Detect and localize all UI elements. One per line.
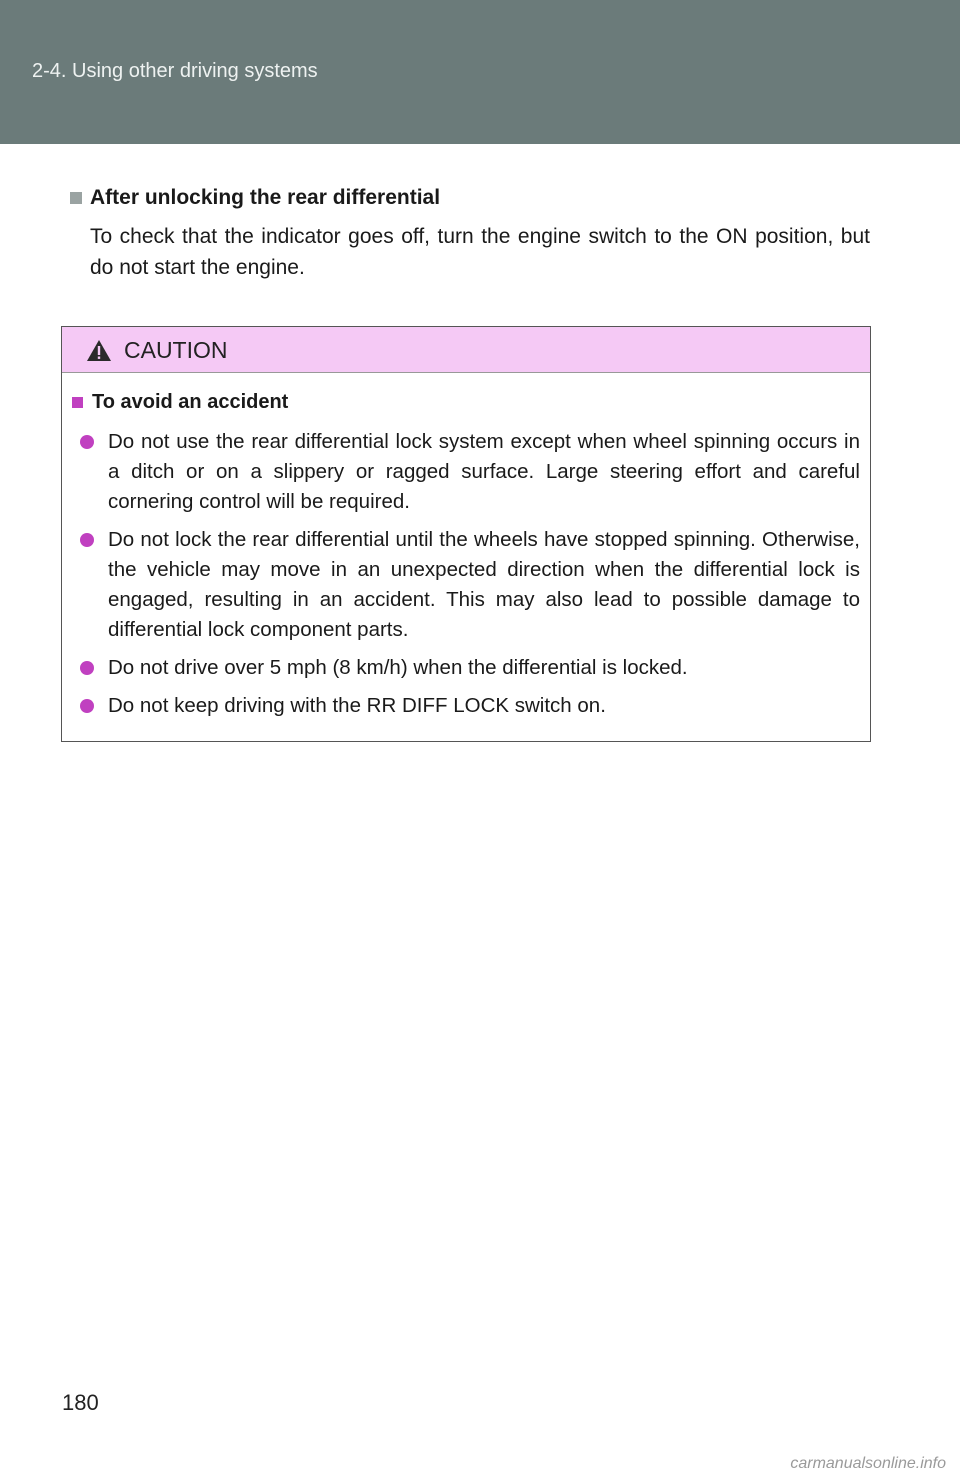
list-item: [80, 525, 860, 645]
bullet-dot-icon: [80, 435, 94, 449]
list-item: [80, 653, 860, 683]
section-title: 2-4. Using other driving systems: [32, 60, 318, 82]
square-bullet-icon: [70, 192, 82, 204]
caution-subtitle: To avoid an accident: [92, 391, 289, 413]
warning-triangle-icon: [86, 339, 112, 362]
note-title: After unlocking the rear differential: [90, 186, 441, 209]
caution-label: CAUTION: [124, 337, 228, 363]
list-item: [80, 427, 860, 517]
caution-header: [62, 327, 870, 373]
note-heading: [70, 183, 870, 213]
bullet-dot-icon: [80, 661, 94, 675]
watermark: carmanualsonline.info: [790, 1455, 946, 1472]
page-number: 180: [62, 1390, 99, 1415]
bullet-dot-icon: [80, 699, 94, 713]
note-section: [70, 183, 870, 283]
caution-subheading: [72, 391, 288, 414]
list-item-text: Do not keep driving with the RR DIFF LOCK switch on.: [108, 694, 606, 717]
note-body: To check that the indicator goes off, turn the engine switch to the ON position, but do not start the engine.: [90, 225, 870, 279]
bullet-dot-icon: [80, 533, 94, 547]
caution-box: [61, 326, 871, 742]
page-header: [0, 0, 960, 144]
list-item-text: Do not use the rear differential lock system except when wheel spinning occurs in a ditch or on a slippery or ragged surface. Large steering effort and careful cornering control will be required.: [108, 430, 860, 513]
square-bullet-icon: [72, 397, 83, 408]
list-item-text: Do not drive over 5 mph (8 km/h) when the differential is locked.: [108, 656, 688, 679]
list-item: [80, 691, 860, 721]
caution-list: [80, 427, 860, 729]
list-item-text: Do not lock the rear differential until the wheels have stopped spinning. Otherwise, the vehicle may move in an unexpected direction when the differential lock is engaged, resulting in an accident. This may also lead to possible damage to differential lock component parts.: [108, 528, 860, 641]
